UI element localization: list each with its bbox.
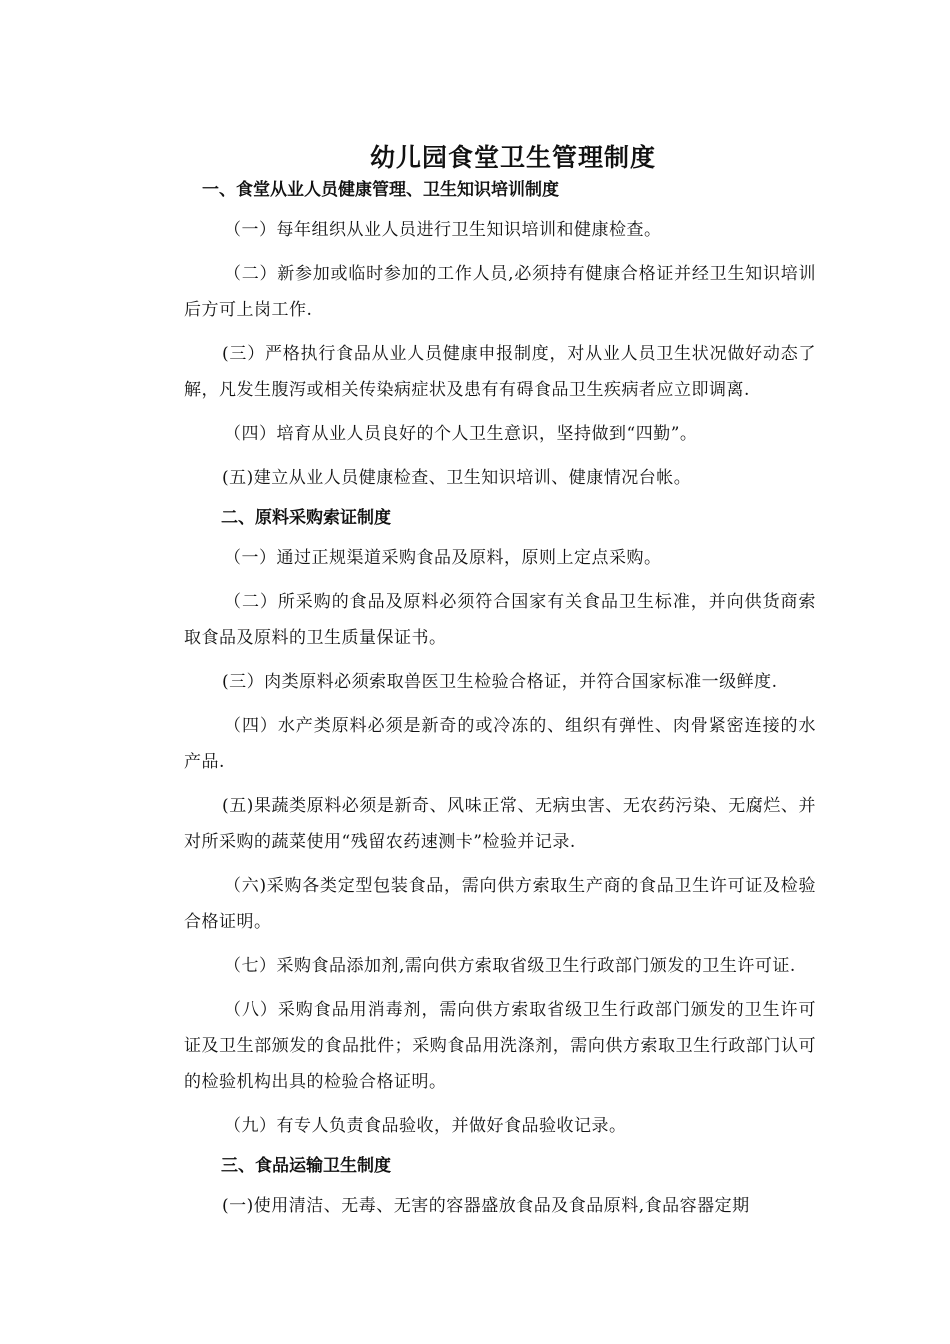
section-heading-3: 三、食品运输卫生制度 <box>221 1156 391 1176</box>
paragraph: （八）采购食品用消毒剂，需向供方索取省级卫生行政部门颁发的卫生许可证及卫生部颁发的食品批件；采购食品用洗涤剂，需向供方索取卫生行政部门认可的检验机构出具的检验合格证明。 <box>184 1000 816 1092</box>
paragraph: （七）采购食品添加剂,需向供方索取省级卫生行政部门颁发的卫生许可证. <box>224 956 796 976</box>
paragraph: （一）每年组织从业人员进行卫生知识培训和健康检查。 <box>224 220 662 240</box>
paragraph: （六)采购各类定型包装食品，需向供方索取生产商的食品卫生许可证及检验合格证明。 <box>184 876 816 932</box>
paragraph: (一)使用清洁、无毒、无害的容器盛放食品及食品原料,食品容器定期 <box>222 1196 750 1216</box>
page-title: 幼儿园食堂卫生管理制度 <box>369 143 656 172</box>
section-heading-2: 二、原料采购索证制度 <box>221 508 391 528</box>
paragraph: （二）新参加或临时参加的工作人员,必须持有健康合格证并经卫生知识培训后方可上岗工作. <box>184 264 816 320</box>
section-heading-1: 一、食堂从业人员健康管理、卫生知识培训制度 <box>202 180 559 200</box>
paragraph: （二）所采购的食品及原料必须符合国家有关食品卫生标准，并向供货商索取食品及原料的卫生质量保证书。 <box>184 592 816 648</box>
paragraph: (五)建立从业人员健康检查、卫生知识培训、健康情况台帐。 <box>222 468 692 488</box>
paragraph: （四）水产类原料必须是新奇的或冷冻的、组织有弹性、肉骨紧密连接的水产品. <box>184 716 816 772</box>
paragraph: （一）通过正规渠道采购食品及原料，原则上定点采购。 <box>224 548 662 568</box>
paragraph: （九）有专人负责食品验收，并做好食品验收记录。 <box>224 1116 627 1136</box>
document-body <box>184 140 816 1232</box>
paragraph: (三）严格执行食品从业人员健康申报制度，对从业人员卫生状况做好动态了解，凡发生腹泻或相关传染病症状及患有有碍食品卫生疾病者应立即调离. <box>184 344 816 400</box>
paragraph: （四）培育从业人员良好的个人卫生意识，坚持做到“四勤”。 <box>224 424 698 444</box>
paragraph: (三）肉类原料必须索取兽医卫生检验合格证，并符合国家标准一级鲜度. <box>222 672 778 692</box>
paragraph: (五)果蔬类原料必须是新奇、风味正常、无病虫害、无农药污染、无腐烂、并对所采购的蔬菜使用“残留农药速测卡”检验并记录. <box>184 796 816 852</box>
